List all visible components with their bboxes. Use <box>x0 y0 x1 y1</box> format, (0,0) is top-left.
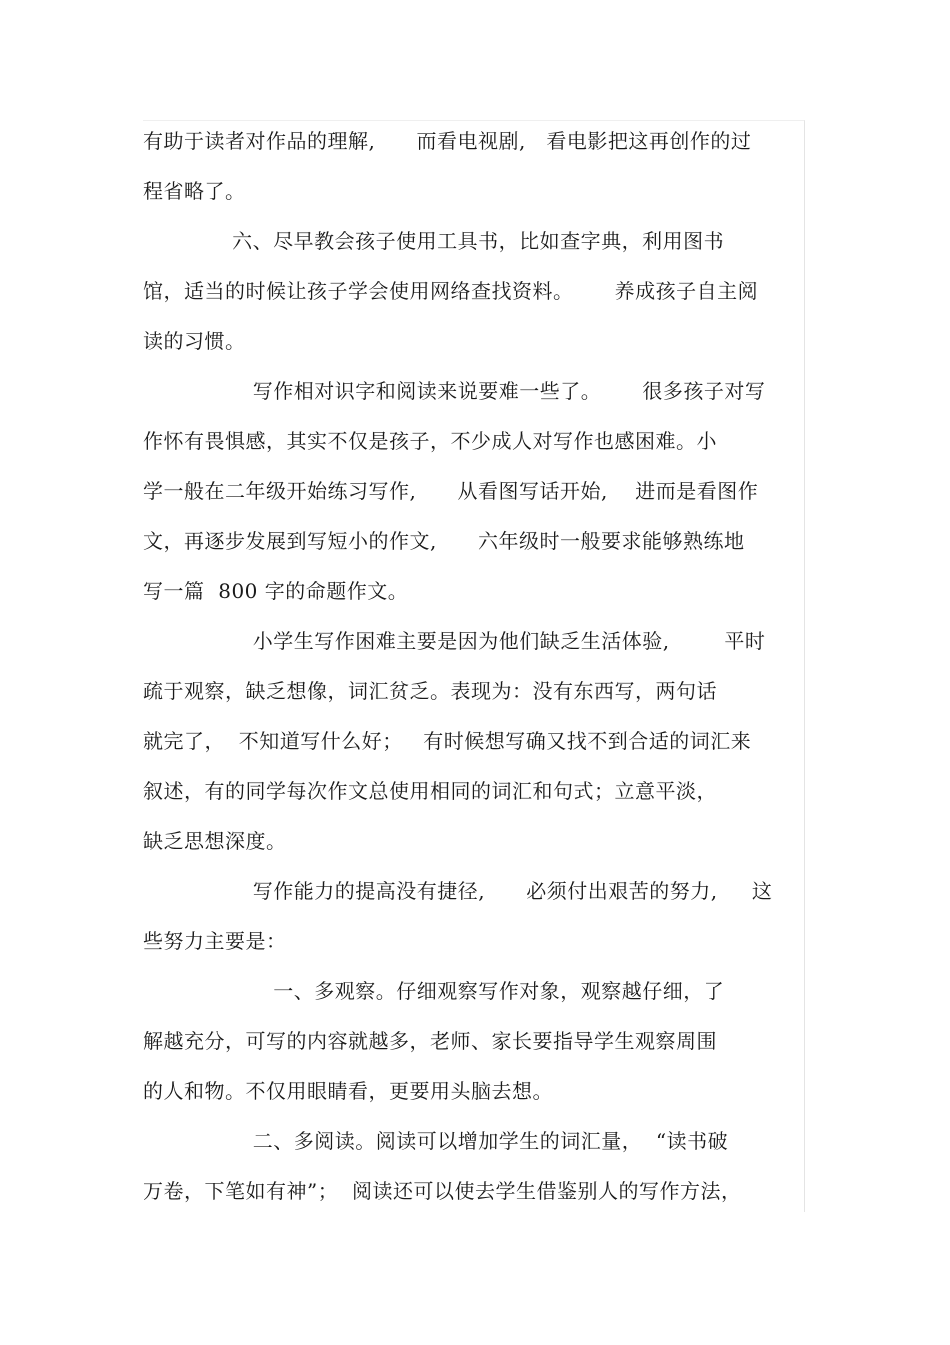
text-line: 程省略了。 <box>143 179 246 203</box>
text-line: 解越充分，可写的内容就越多，老师、家长要指导学生观察周围 <box>143 1029 717 1053</box>
document-body <box>143 116 811 1216</box>
text-line: 写一篇 800 字的命题作文。 <box>143 579 409 603</box>
text-line: 写作能力的提高没有捷径, 必须付出艰苦的努力, 这 <box>143 879 773 903</box>
text-line: 的人和物。不仅用眼睛看，更要用头脑去想。 <box>143 1079 553 1103</box>
text-line: 写作相对识字和阅读来说要难一些了。 很多孩子对写 <box>143 379 766 403</box>
text-line: 些努力主要是： <box>143 929 287 953</box>
text-line: 读的习惯。 <box>143 329 246 353</box>
text-line: 就完了， 不知道写什么好； 有时候想写确又找不到合适的词汇来 <box>143 729 752 753</box>
text-line: 馆，适当的时候让孩子学会使用网络查找资料。 养成孩子自主阅 <box>143 279 759 303</box>
text-line: 二、多阅读。阅读可以增加学生的词汇量， “读书破 <box>143 1129 729 1153</box>
text-line: 一、多观察。仔细观察写作对象，观察越仔细，了 <box>143 979 725 1003</box>
text-line: 缺乏思想深度。 <box>143 829 287 853</box>
text-line: 叙述，有的同学每次作文总使用相同的词汇和句式；立意平淡， <box>143 779 717 803</box>
text-line: 学一般在二年级开始练习写作, 从看图写话开始, 进而是看图作 <box>143 479 759 503</box>
text-line: 万卷，下笔如有神”； 阅读还可以使去学生借鉴别人的写作方法， <box>143 1179 742 1203</box>
text-line: 文，再逐步发展到写短小的作文, 六年级时一般要求能够熟练地 <box>143 529 745 553</box>
text-line: 疏于观察，缺乏想像，词汇贫乏。表现为：没有东西写，两句话 <box>143 679 717 703</box>
text-line: 六、尽早教会孩子使用工具书，比如查字典，利用图书 <box>143 229 725 253</box>
text-line: 小学生写作困难主要是因为他们缺乏生活体验, 平时 <box>143 629 766 653</box>
text-line: 作怀有畏惧感，其实不仅是孩子，不少成人对写作也感困难。小 <box>143 429 717 453</box>
text-line: 有助于读者对作品的理解, 而看电视剧, 看电影把这再创作的过 <box>143 129 752 153</box>
